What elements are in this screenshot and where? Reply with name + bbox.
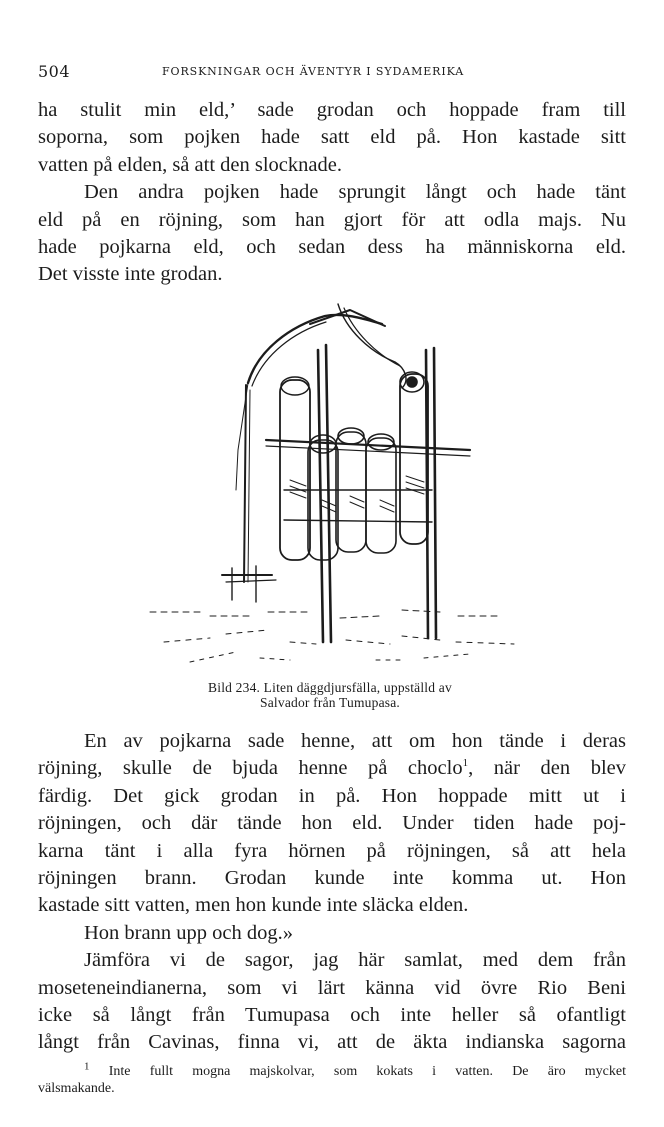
- caption-line: Bild 234. Liten däggdjursfälla, uppställd av: [208, 680, 452, 695]
- paragraph-1: [38, 97, 626, 179]
- text-line: långt från Cavinas, finna vi, att de äkta indianska sagorna: [38, 1031, 626, 1054]
- text-block-top: [38, 97, 626, 289]
- running-head: [38, 62, 628, 82]
- text-line: ha stulit min eld,’ sade grodan och hoppade fram till: [38, 99, 626, 121]
- text-line: röjningen brann. Grodan kunde inte komma ut. Hon: [38, 867, 626, 890]
- footnote-marker[interactable]: 1: [462, 757, 469, 770]
- paragraph-4: [38, 920, 626, 947]
- text-line: soporna, som pojken hade satt eld på. Hon kastade sitt: [38, 126, 626, 149]
- spring-branch: [248, 315, 382, 383]
- figure-trap-illustration: [140, 290, 524, 672]
- paragraph-2: [38, 179, 626, 289]
- paragraph-3: [38, 728, 626, 920]
- text-line: Hon brann upp och dog.»: [84, 921, 293, 944]
- text-line: röjningen, och där tände hon eld. Under tiden hade poj-: [38, 812, 626, 835]
- text-line: En av pojkarna sade henne, att om hon tände i deras: [84, 730, 626, 752]
- text-block-bottom: [38, 728, 626, 1057]
- footnote-line: [38, 1060, 627, 1080]
- text-line: Den andra pojken hade sprungit långt och hade tänt: [84, 181, 626, 204]
- text-segment: röjning, skulle de bjuda henne på choclo: [38, 757, 463, 780]
- text-line: karna tänt i alla fyra hörnen på röjningen, så att hela: [38, 839, 626, 862]
- footnote: [38, 1060, 627, 1097]
- caption-line: Salvador från Tumupasa.: [260, 695, 400, 710]
- text-line: kastade sitt vatten, men hon kunde inte släcka elden.: [38, 894, 469, 917]
- text-line: moseteneindianerna, som vi lärt känna vid övre Rio Beni: [38, 976, 626, 999]
- text-line: icke så långt från Tumupasa och inte heller så ofantligt: [38, 1004, 626, 1027]
- text-line-with-footnote: [38, 755, 626, 782]
- footnote-line: välsmakande.: [38, 1081, 115, 1096]
- text-segment: , när den blev: [468, 757, 626, 780]
- text-line: färdig. Det gick grodan in på. Hon hoppade mitt ut i: [38, 784, 626, 807]
- text-line: vatten på elden, så att den slocknade.: [38, 153, 342, 176]
- figure-caption: [150, 680, 510, 710]
- text-line: Det visste inte grodan.: [38, 263, 223, 286]
- text-line: hade pojkarna eld, och sedan dess ha människorna eld.: [38, 236, 626, 259]
- page-number: 504: [38, 62, 71, 81]
- paragraph-5: [38, 947, 626, 1057]
- text-line: Jämföra vi de sagor, jag här samlat, med dem från: [84, 949, 626, 972]
- footnote-text: Inte fullt mogna majskolvar, som kokats i vatten. De äro mycket: [108, 1064, 627, 1079]
- trap-drawing: [140, 290, 524, 672]
- text-line: eld på en röjning, som han gjort för att odla majs. Nu: [38, 208, 626, 231]
- running-title: FORSKNINGAR OCH ÄVENTYR I SYDAMERIKA: [162, 65, 465, 78]
- footnote-number: 1: [84, 1060, 90, 1073]
